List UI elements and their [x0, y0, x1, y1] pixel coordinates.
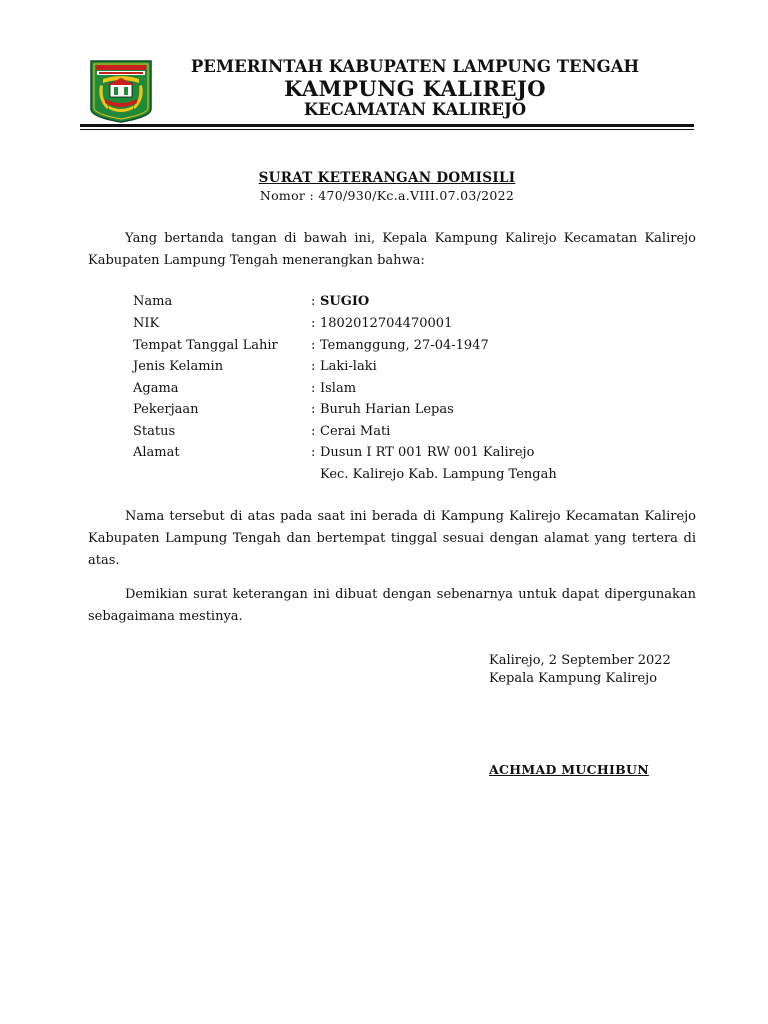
- detail-value: Buruh Harian Lepas: [320, 402, 454, 417]
- header-divider-thick: [80, 124, 694, 127]
- signature-name: ACHMAD MUCHIBUN: [489, 762, 649, 777]
- detail-colon: :: [311, 424, 316, 439]
- closing-text: Demikian surat keterangan ini dibuat dengan sebenarnya untuk dapat dipergunakan sebagaimana mestinya.: [88, 587, 696, 624]
- detail-colon: :: [311, 381, 316, 396]
- detail-value-line2: Kec. Kalirejo Kab. Lampung Tengah: [320, 467, 557, 482]
- detail-value: SUGIO: [320, 294, 370, 309]
- detail-colon: :: [311, 445, 316, 460]
- detail-label: Pekerjaan: [133, 402, 199, 417]
- signature-place-date: Kalirejo, 2 September 2022: [489, 653, 671, 668]
- header-village-name: KAMPUNG KALIREJO: [284, 76, 546, 101]
- detail-value: Temanggung, 27-04-1947: [320, 338, 489, 353]
- signature-position: Kepala Kampung Kalirejo: [489, 671, 658, 686]
- detail-colon: :: [311, 359, 316, 374]
- detail-colon: :: [311, 316, 316, 331]
- detail-colon: :: [311, 338, 316, 353]
- statement-text: Nama tersebut di atas pada saat ini berada di Kampung Kalirejo Kecamatan Kalirejo Kabupaten Lampung Tengah dan bertempat tinggal sesuai dengan alamat yang tertera di atas.: [88, 509, 696, 568]
- detail-value: Laki-laki: [320, 359, 377, 374]
- detail-value: Islam: [320, 381, 357, 396]
- document-title: SURAT KETERANGAN DOMISILI: [258, 170, 516, 186]
- header-district-name: KECAMATAN KALIREJO: [303, 100, 527, 119]
- detail-value: Dusun I RT 001 RW 001 Kalirejo: [320, 445, 535, 460]
- detail-colon: :: [311, 294, 316, 309]
- lampung-tengah-emblem-icon: [89, 59, 153, 123]
- intro-paragraph: [88, 228, 696, 272]
- detail-colon: :: [311, 402, 316, 417]
- detail-label: Tempat Tanggal Lahir: [133, 338, 278, 353]
- document-number: Nomor : 470/930/Kc.a.VIII.07.03/2022: [259, 188, 515, 203]
- detail-label: Jenis Kelamin: [133, 359, 224, 374]
- detail-value: 1802012704470001: [320, 316, 453, 331]
- detail-label: Agama: [133, 381, 179, 396]
- detail-label: Alamat: [133, 445, 180, 460]
- closing-paragraph: [88, 584, 696, 628]
- detail-label: Nama: [133, 294, 173, 309]
- intro-text: Yang bertanda tangan di bawah ini, Kepala Kampung Kalirejo Kecamatan Kalirejo Kabupaten Lampung Tengah menerangkan bahwa:: [88, 231, 696, 268]
- statement-paragraph: [88, 506, 696, 572]
- detail-value: Cerai Mati: [320, 424, 391, 439]
- header-government-name: PEMERINTAH KABUPATEN LAMPUNG TENGAH: [190, 57, 640, 76]
- detail-label: NIK: [133, 316, 160, 331]
- detail-label: Status: [133, 424, 176, 439]
- header-divider-thin: [80, 129, 694, 130]
